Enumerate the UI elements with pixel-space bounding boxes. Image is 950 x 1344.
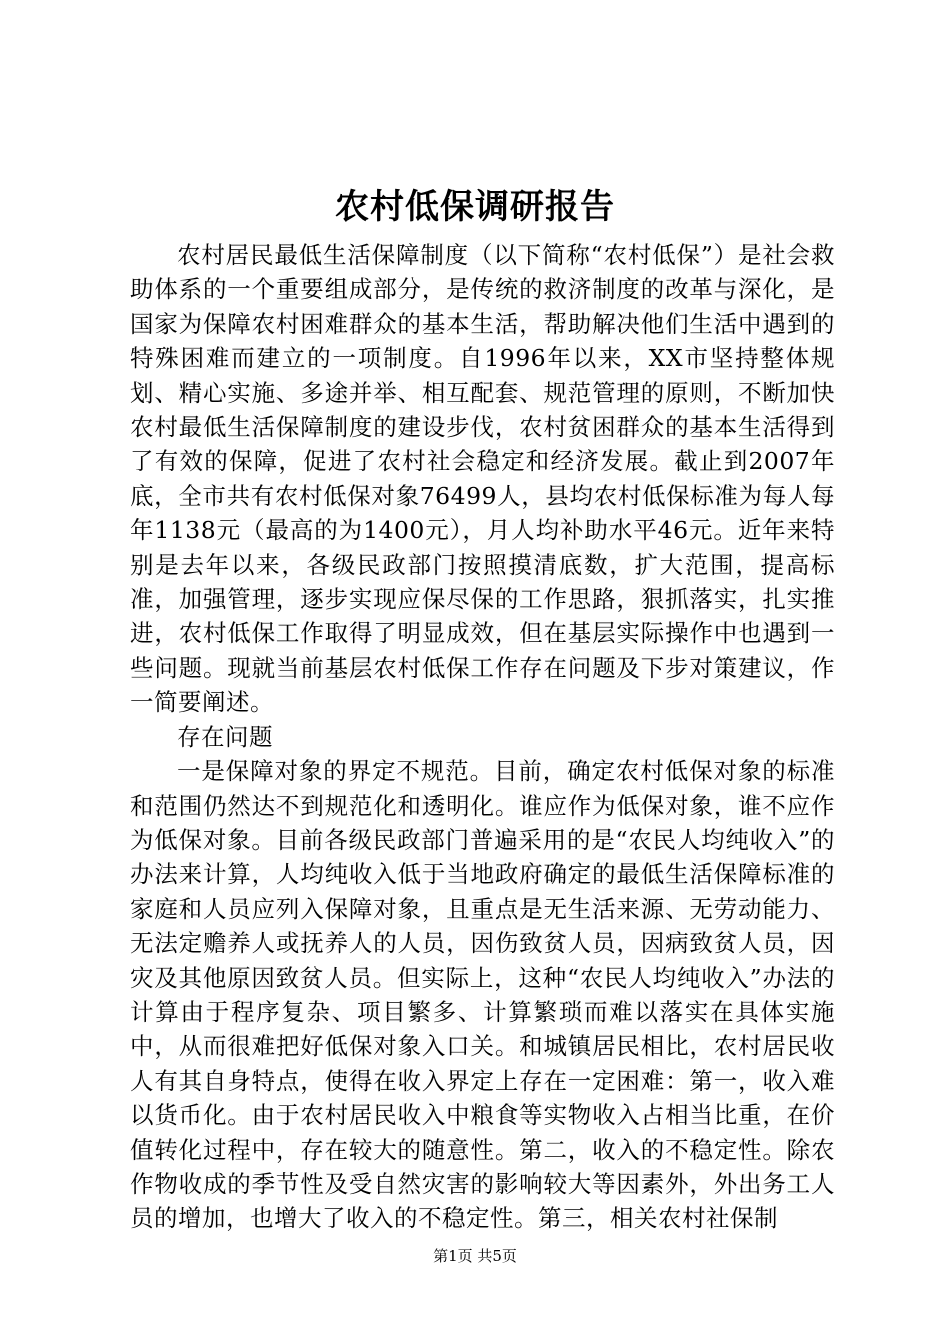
document-body [130, 238, 835, 1236]
paragraph-intro: 农村居民最低生活保障制度（以下简称“农村低保”）是社会救助体系的一个重要组成部分，是传统的救济制度的改革与深化，是国家为保障农村困难群众的基本生活，帮助解决他们生活中遇到的特殊困难而建立的一项制度。自1996年以来，XX市坚持整体规划、精心实施、多途并举、相互配套、规范管理的原则，不断加快农村最低生活保障制度的建设步伐，农村贫困群众的基本生活得到了有效的保障，促进了农村社会稳定和经济发展。截止到2007年底，全市共有农村低保对象76499人，县均农村低保标准为每人每年1138元（最高的为1400元），月人均补助水平46元。近年来特别是去年以来，各级民政部门按照摸清底数，扩大范围，提高标准，加强管理，逐步实现应保尽保的工作思路，狠抓落实，扎实推进，农村低保工作取得了明显成效，但在基层实际操作中也遇到一些问题。现就当前基层农村低保工作存在问题及下步对策建议，作一简要阐述。 [130, 241, 835, 717]
section-heading-problems: 存在问题 [177, 722, 273, 751]
paragraph-problem-one: 一是保障对象的界定不规范。目前，确定农村低保对象的标准和范围仍然达不到规范化和透明化。谁应作为低保对象，谁不应作为低保对象。目前各级民政部门普遍采用的是“农民人均纯收入”的办法来计算，人均纯收入低于当地政府确定的最低生活保障标准的家庭和人员应列入保障对象，且重点是无生活来源、无劳动能力、无法定赡养人或抚养人的人员，因伤致贫人员，因病致贫人员，因灾及其他原因致贫人员。但实际上，这种“农民人均纯收入”办法的计算由于程序复杂、项目繁多、计算繁琐而难以落实在具体实施中，从而很难把好低保对象入口关。和城镇居民相比，农村居民收人有其自身特点，使得在收入界定上存在一定困难：第一，收入难以货币化。由于农村居民收入中粮食等实物收入占相当比重，在价值转化过程中，存在较大的随意性。第二，收入的不稳定性。除农作物收成的季节性及受自然灾害的影响较大等因素外，外出务工人员的增加，也增大了收入的不稳定性。第三，相关农村社保制 [130, 757, 835, 1233]
document-title: 农村低保调研报告 [335, 187, 615, 227]
page-number-footer: 第1页 共5页 [433, 1247, 517, 1265]
